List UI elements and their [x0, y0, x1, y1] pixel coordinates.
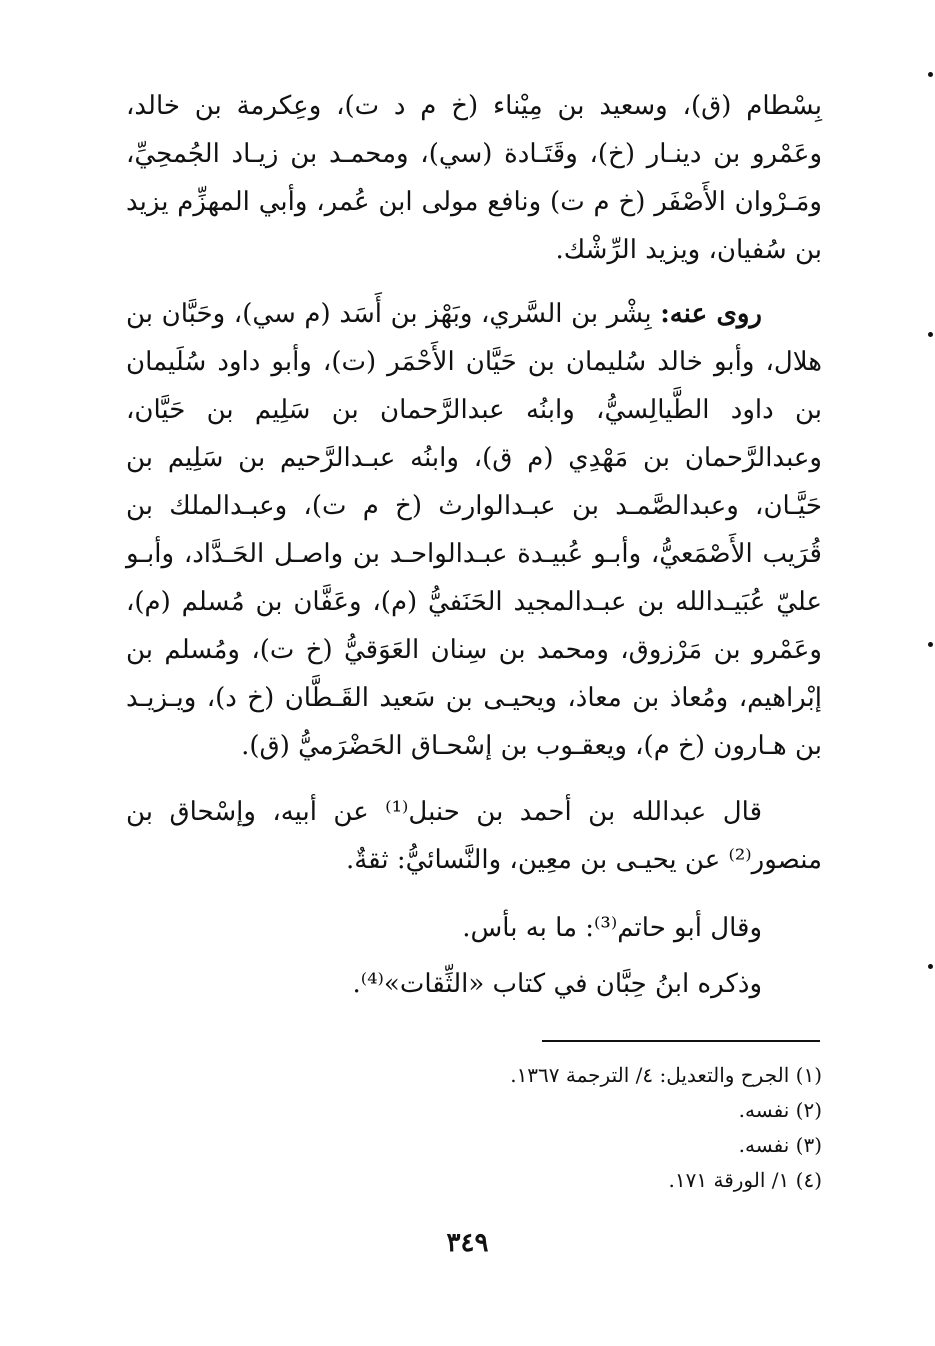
margin-mark: [928, 964, 933, 969]
paragraph-text: وقال أبو حاتم⁽³⁾: ما به بأس.: [462, 913, 762, 943]
margin-mark: [928, 332, 933, 337]
paragraph-lead: روى عنه:: [660, 299, 762, 329]
page-number: ٣٤٩: [446, 1228, 489, 1258]
margin-mark: [928, 72, 933, 77]
paragraph-teachers-list: [126, 82, 822, 274]
footnote-item: (١) الجرح والتعديل: ٤/ الترجمة ١٣٦٧.: [510, 1063, 822, 1087]
paragraph-students-list: [126, 290, 822, 770]
paragraph-abu-hatim: [126, 904, 822, 952]
paragraph-text: قال عبدالله بن أحمد بن حنبل⁽¹⁾ عن أبيه، وإسْحاق بن منصور⁽²⁾ عن يحيـى بن معِين، والنَّسائيُّ: ثقةٌ.: [126, 797, 822, 875]
paragraph-assessment: [126, 788, 822, 884]
footnote-divider: [542, 1040, 820, 1042]
footnotes: [300, 1058, 822, 1198]
paragraph-text: وذكره ابنُ حِبَّان في كتاب «الثِّقات»⁽⁴⁾.: [352, 969, 762, 999]
footnote-item: (٤) ١/ الورقة ١٧١.: [668, 1168, 822, 1192]
margin-mark: [928, 642, 933, 647]
paragraph-ibn-hibban: [126, 960, 822, 1008]
paragraph-text: بِشْر بن السَّري، وبَهْز بن أَسَد (م سي)، وحَبَّان بن هلال، وأبو خالد سُليمان بن حَيَّان الأَحْمَر (ت)، وأبو داود سُلَيمان بن داود الطَّيالِسيُّ، وابنُه عبدالرَّحمان بن سَلِيم بن حَيَّان، وعبدالرَّحمان بن مَهْدِي (م ق)، وابنُه عبـدالرَّحيم بن سَلِيم بن حَيَّـان، وعبدالصَّمـد بن عبـدالوارث (خ م ت)، وعبـدالملك بن قُرَيب الأَصْمَعيُّ، وأبـو عُبيـدة عبـدالواحـد بن واصـل الحَـدَّاد، وأبـو عليّ عُبَيـدالله بن عبـدالمجيد الحَنَفيُّ (م)، وعَفَّان بن مُسلم (م)، وعَمْرو بن مَرْزوق، ومحمد بن سِنان العَوَقيُّ (خ ت)، ومُسلم بن إبْراهيم، ومُعاذ بن معاذ، ويحيـى بن سَعيد القَـطَّان (خ د)، ويـزيـد بن هـارون (خ م)، ويعقـوب بن إسْحـاق الحَضْرَميُّ (ق).: [126, 299, 822, 761]
footnote-item: (٢) نفسه.: [738, 1098, 822, 1122]
footnote-item: (٣) نفسه.: [738, 1133, 822, 1157]
paragraph-text: بِسْطام (ق)، وسعيد بن مِيْناء (خ م د ت)، وعِكرمة بن خالد، وعَمْرو بن دينـار (خ)، وقَتَـادة (سي)، ومحمـد بن زيـاد الجُمحِيِّ، ومَـرْوان الأَصْفَر (خ م ت) ونافع مولى ابن عُمر، وأبي المهزِّم يزيد بن سُفيان، ويزيد الرِّشْك.: [126, 91, 822, 265]
